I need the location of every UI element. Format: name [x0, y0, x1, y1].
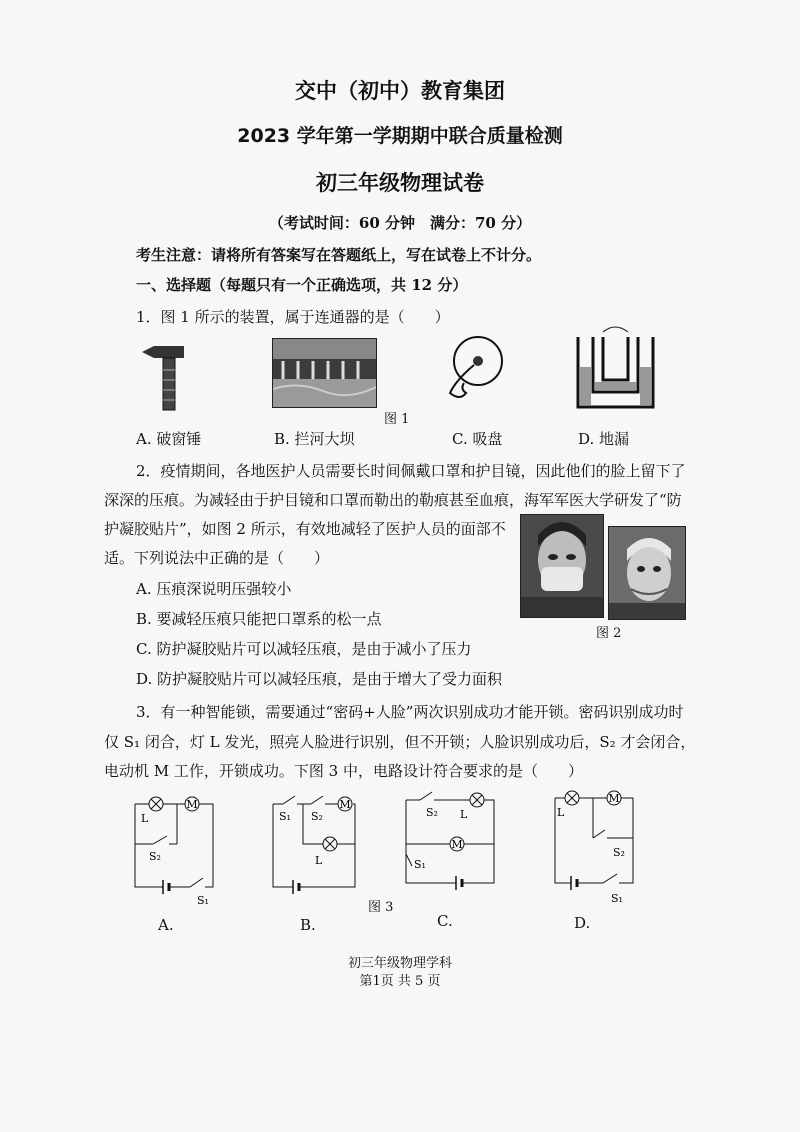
- circuit-b-lamp-label: L: [315, 854, 323, 867]
- q2-option-a: A. 压痕深说明压强较小: [136, 580, 292, 598]
- circuit-c-s2-label: S₂: [426, 806, 438, 819]
- q3-option-b: B.: [300, 916, 316, 934]
- question-2-line-1: 2．疫情期间，各地医护人员需要长时间佩戴口罩和护目镜，因此他们的脸上留下了: [136, 462, 686, 480]
- hammer-image: [140, 340, 200, 415]
- q2-option-d: D. 防护凝胶贴片可以减轻压痕，是由于增大了受力面积: [136, 670, 503, 688]
- figure-2-label: 图 2: [596, 626, 622, 641]
- circuit-a-s1-label: S₁: [197, 894, 209, 907]
- circuit-d-diagram: [545, 788, 645, 906]
- q3-option-c: C.: [437, 912, 453, 930]
- q1-option-d: D. 地漏: [578, 430, 630, 448]
- school-name: 交中（初中）教育集团: [295, 79, 505, 103]
- circuit-a-lamp-label: L: [141, 812, 149, 825]
- question-3-line-1: 3．有一种智能锁，需要通过“密码+人脸”两次识别成功才能开锁。密码识别成功时: [136, 703, 684, 721]
- footer-subject: 初三年级物理学科: [347, 956, 452, 971]
- circuit-d-motor-label: M: [608, 792, 620, 805]
- circuit-c-diagram: [398, 788, 503, 903]
- medic-face-photo: [608, 526, 686, 620]
- page-number: 第1页 共 5 页: [359, 974, 441, 989]
- question-2-line-3: 护凝胶贴片”，如图 2 所示，有效地减轻了医护人员的面部不: [104, 520, 506, 538]
- circuit-b-s1-label: S₁: [279, 810, 291, 823]
- paper-title: 初三年级物理试卷: [316, 171, 484, 195]
- q1-option-b: B. 拦河大坝: [274, 430, 355, 448]
- circuit-d-lamp-label: L: [557, 806, 565, 819]
- question-3-line-2: 仅 S₁ 闭合，灯 L 发光，照亮人脸进行识别，但不开锁；人脸识别成功后，S₂ 才会闭合，: [104, 733, 696, 751]
- question-1-stem: 1．图 1 所示的装置，属于连通器的是（ ）: [136, 308, 450, 326]
- circuit-c-s1-label: S₁: [414, 858, 426, 871]
- question-2-line-2: 深深的压痕。为减轻由于护目镜和口罩而勒出的勒痕甚至血痕，海军军医大学研发了“防: [104, 491, 682, 509]
- floor-drain-diagram: [573, 322, 658, 410]
- question-3-line-3: 电动机 M 工作，开锁成功。下图 3 中，电路设计符合要求的是（ ）: [104, 762, 583, 780]
- q1-option-c: C. 吸盘: [452, 430, 503, 448]
- q2-option-b: B. 要减轻压痕只能把口罩系的松一点: [136, 610, 382, 628]
- circuit-d-s1-label: S₁: [611, 892, 623, 905]
- circuit-b-s2-label: S₂: [311, 810, 323, 823]
- suction-cup-image: [440, 335, 505, 405]
- q3-option-d: D.: [574, 914, 591, 932]
- exam-info: （考试时间：60 分钟 满分：70 分）: [268, 214, 532, 232]
- circuit-a-motor-label: M: [186, 798, 198, 811]
- exam-title: 2023 学年第一学期期中联合质量检测: [237, 125, 563, 147]
- circuit-b-motor-label: M: [339, 798, 351, 811]
- circuit-b-diagram: [263, 792, 363, 907]
- circuit-a-s2-label: S₂: [149, 850, 161, 863]
- q1-option-a: A. 破窗锤: [136, 430, 202, 448]
- medic-masked-photo: [520, 514, 604, 618]
- circuit-a-diagram: [125, 792, 220, 907]
- circuit-c-lamp-label: L: [460, 808, 468, 821]
- figure-1-label: 图 1: [384, 412, 410, 427]
- section-heading: 一、选择题（每题只有一个正确选项，共 12 分）: [136, 276, 468, 294]
- q3-option-a: A.: [158, 916, 174, 934]
- dam-photo: [272, 338, 377, 408]
- q2-option-c: C. 防护凝胶贴片可以减轻压痕，是由于减小了压力: [136, 640, 472, 658]
- circuit-c-motor-label: M: [451, 838, 463, 851]
- figure-3-label: 图 3: [368, 900, 394, 915]
- notice: 考生注意：请将所有答案写在答题纸上，写在试卷上不计分。: [136, 246, 542, 264]
- circuit-d-s2-label: S₂: [613, 846, 625, 859]
- question-2-line-4: 适。下列说法中正确的是（ ）: [104, 549, 330, 567]
